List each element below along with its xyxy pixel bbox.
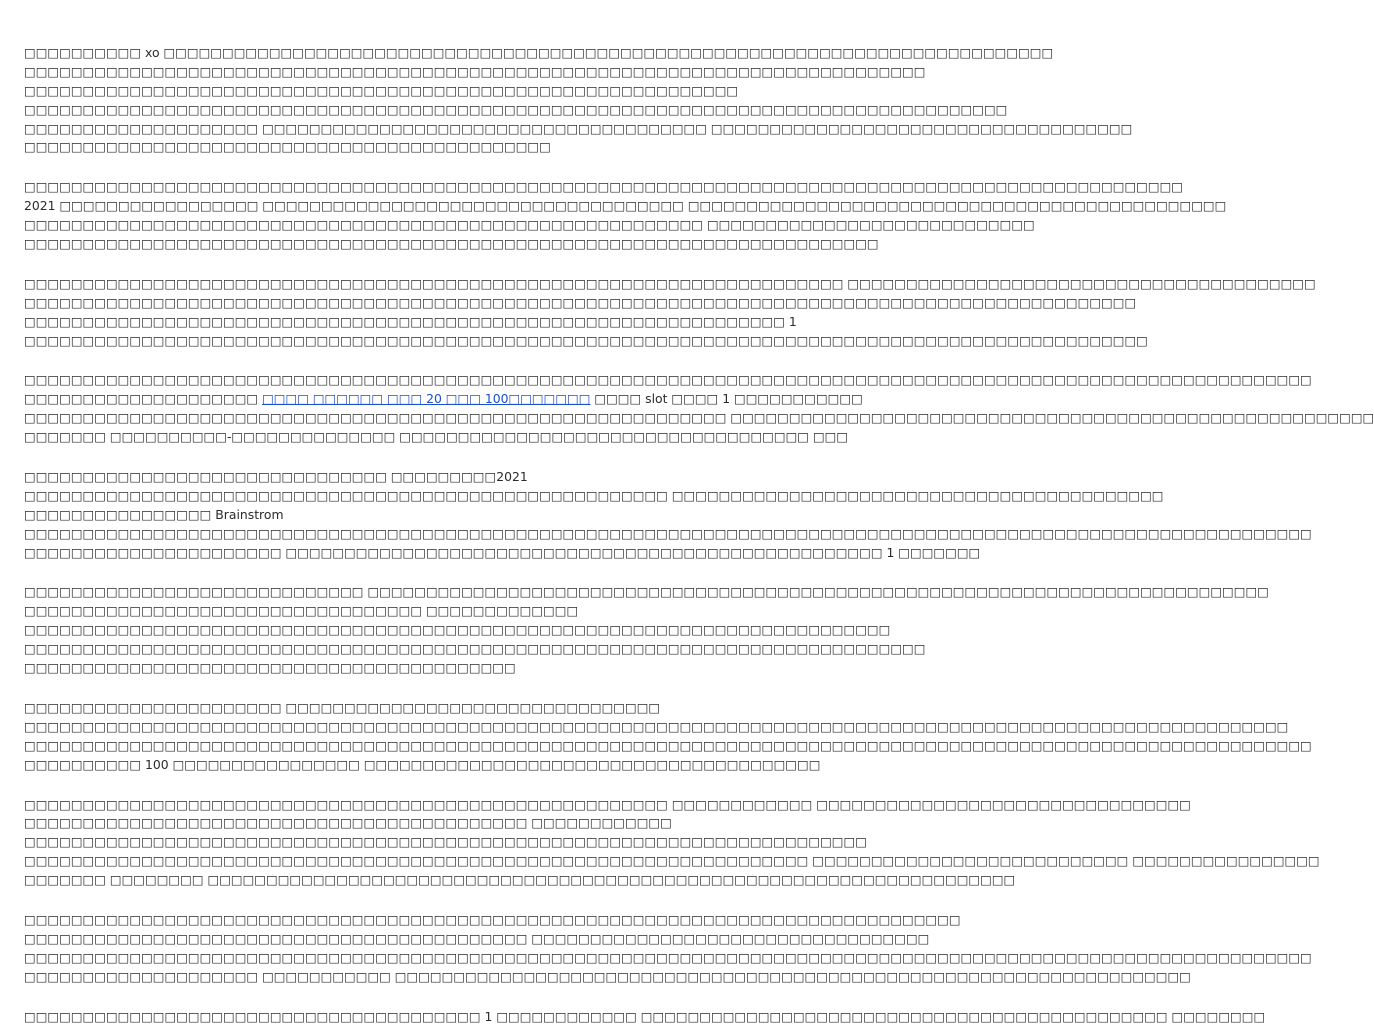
- text-segment: □□□□□□□□□□□□□□□□□□□□□□□□□□□□□□□□□□□□□□□□□□□□□□□□□□□□□□□□□□□□□□□□□□□□□□□□: [24, 834, 867, 850]
- text-line: [24, 178, 1183, 197]
- text-segment: □□□□□□□ □□□□□□□□□□-□□□□□□□□□□□□□□ □□□□□□□□□□□□□□□□□□□□□□□□□□□□□□□□□□□ □□□: [24, 429, 849, 445]
- text-line: [24, 138, 702, 157]
- text-segment: □□□□ slot □□□□ 1 □□□□□□□□□□□: [590, 391, 863, 407]
- text-line: [24, 82, 739, 101]
- text-line: [24, 852, 1320, 871]
- text-segment: □□□□□□□□□□□□□□□□□□□□□□□□□□□□□□□□□□□□□□□□□□□□□□□□□□□□□□□□□□ □□□□□□□□□□□□□□□□□□□□□□□□□□□□: [24, 217, 1035, 233]
- text-line: [24, 332, 1148, 351]
- text-line: [24, 833, 867, 852]
- article-paragraph: [24, 275, 1316, 351]
- inline-link[interactable]: □□□□ □□□□□□ □□□ 20 □□□ 100□□□□□□□: [262, 391, 591, 407]
- text-line: [24, 468, 702, 487]
- text-segment: □□□□□□□□□□□□□□□□□□□□□□□□□□□□□□□□□□□□□□□□□□□□□□□□□□□□□□□□□□□□□□□□□□□□□□□□□□□□□□□□□□□□□□□□□□□□□□□□□□□□□□□□□□□□: [24, 718, 1289, 734]
- text-segment: □□□□□□□□□□□□□□□□□□□□□□□□□□□□□□□□□□□□□□□□□□□□□□□□□□□□□□□□□□□□□□□□□□□□□□□□□□□□□□□□□□□□□□□□□□□□□□□□□□□□□□□□□□□□□□: [24, 372, 1312, 388]
- text-line: [24, 718, 1289, 737]
- text-line: [24, 313, 797, 332]
- article-paragraph: [24, 468, 1312, 562]
- text-line: [24, 525, 1312, 544]
- text-segment: □□□□□□□□□□□□□□□□□□□□□□□□□□□□□□□□□□□□□□□□□□□ □□□□□□□□□□□□□□□□□□□□□□□□□□□□□□□□□□: [24, 930, 930, 946]
- text-line: [24, 371, 1312, 390]
- text-line: [24, 949, 1312, 968]
- text-segment: □□□□□□□□□□□□□□□□□□□□□□□□□□□□□□□□□□□□□□□□□□□□□□□□□□□□□□□□□□□□□□□□□□□□□□□□□□□□□□□□□□□□□□□□□□□□□□□□□□□□□□□□□□□□□□: [24, 949, 1312, 965]
- text-line: [24, 409, 1374, 428]
- text-line: [24, 275, 1316, 294]
- text-segment: □□□□□□□□□□□□□□□□□□□□□□□□□□□□□□□□□□□□□□□□□□□ □□□□□□□□□□□□: [24, 815, 672, 831]
- article-paragraph: [24, 44, 1133, 157]
- text-segment: □□□□□□□□□□□□□□□□□□□□□□□□□□□□□□□□□□□□□□□□□□□□□□□□□□□□□□□□□□□□□□□□□□□□□□□□□□□□□□□□□□□□□□□□□□□□□□□□: [24, 332, 1148, 348]
- text-segment: 2021 □□□□□□□□□□□□□□□□□ □□□□□□□□□□□□□□□□□□□□□□□□□□□□□□□□□□□□ □□□□□□□□□□□□□□□□□□□□□□□□□□□□□□□□□□□□□□□□□□□□□□: [24, 198, 1227, 214]
- text-line: [24, 1008, 1266, 1026]
- text-line: [24, 737, 1312, 756]
- text-segment: □□□□□□□□□□□□□□□□□□□□□□□□□□□□□□□□□□□□□□□□□□□□□□□□□□□□□□□ □□□□□□□□□□□□□□□□□□□□□□□□□□□□□□□□□□□□□□□□□□: [24, 487, 1164, 503]
- text-line: [24, 640, 926, 659]
- text-segment: □□□□□□□□□□□□□□□□□□□□□□□□□□□□□□□□□□□□□□□□□□□□□□□□□□□□□□□□□□□□□□□□□□□□□□□□□□□□□□□□□□□□□□□□□□□□□□□: [24, 294, 1137, 310]
- text-segment: □□□□□□□□□□□□□□□□□□□□□□□□□□□□□□□□□□□□□□□□□□□□□: [24, 139, 551, 155]
- text-segment: □□□□□□□□□□□□□□□□□□□□□□□□□□□□□□□□□□□□□□□□□□□□□□□□□□□□□□□□□□□□□□□□□□□□□□□□□□□□□: [24, 63, 926, 79]
- text-line: [24, 621, 891, 640]
- text-segment: □□□□□□□ □□□□□□□□ □□□□□□□□□□□□□□□□□□□□□□□□□□□□□□□□□□□□□□□□□□□□□□□□□□□□□□□□□□□□□□□□□□□□□: [24, 872, 1016, 888]
- text-segment: □□□□□□□□□□□□□□□□□□□□□□□□□□□□□□□ □□□□□□□□□2021: [24, 469, 528, 485]
- text-line: [24, 699, 702, 718]
- text-segment: □□□□□□□□□□□□□□□□□□□□□□□□□□□□□□□□□□□□□□□□□□□□□□□□□□□□□□□□□□□□□□□□□□□□□□□□□□: [24, 622, 891, 638]
- text-line: [24, 428, 849, 447]
- text-line: [24, 659, 702, 678]
- text-segment: □□□□□□□□□□□□□□□□□□□□□□□□□□□□□□□□□□□□□□□□□□□□□□□□□□□□□□□□□□□□□□□□□□□ □□□□□□□□□□□□□□□□□□□□□□□□□□□ □□□□□□□□□□□□□□□□: [24, 853, 1320, 869]
- text-line: [24, 63, 926, 82]
- text-segment: □□□□□□□□□□□□□□□□□□□□□□□□□□□□□□□□□□□□□□□□□□□□□□□□□□□□□□□□□□□□□: [24, 82, 739, 98]
- text-line: [24, 120, 1133, 139]
- article-paragraph: [24, 371, 1374, 447]
- text-line: [24, 487, 1164, 506]
- text-segment: □□□□□□□□□□□□□□□□□□□□□□□□□□□□□□□□□□□□□□□□□□□□□□□□□□□□□□□□□□□□□□□□□□□□□□□□□□□□□□□□□□□□: [24, 101, 1008, 117]
- text-line: [24, 930, 930, 949]
- text-line: [24, 814, 702, 833]
- text-line: [24, 235, 879, 254]
- text-segment: □□□□□□□□□□□□□□□□□□□□□□□□□□□□□□□□□□□□□□□ 1 □□□□□□□□□□□□ □□□□□□□□□□□□□□□□□□□□□□□□□□□□□□□□□□□□□□□□□□□□□ □□□□□□□□: [24, 1008, 1266, 1024]
- text-segment: □□□□□□□□□□ 100 □□□□□□□□□□□□□□□□ □□□□□□□□□□□□□□□□□□□□□□□□□□□□□□□□□□□□□□□: [24, 756, 821, 772]
- text-line: [24, 506, 702, 525]
- text-line: [24, 911, 961, 930]
- text-line: [24, 756, 821, 775]
- text-segment: □□□□□□□□□□□□□□□□ Brainstrom: [24, 506, 284, 522]
- text-line: [24, 796, 1191, 815]
- text-segment: □□□□□□□□□□ xo □□□□□□□□□□□□□□□□□□□□□□□□□□□□□□□□□□□□□□□□□□□□□□□□□□□□□□□□□□□□□□□□□□□□□□□□□□□□: [24, 45, 1054, 60]
- text-line: [24, 583, 1269, 602]
- text-segment: □□□□□□□□□□□□□□□□□□□□ □□□□□□□□□□□ □□□□□□□□□□□□□□□□□□□□□□□□□□□□□□□□□□□□□□□□□□□□□□□□□□□□□□□□□□□□□□□□□□□□: [24, 968, 1191, 984]
- text-segment: □□□□□□□□□□□□□□□□□□□□□□□□□□□□□□□□□□□□□□□□□□□□□□□□□□□□□□□ □□□□□□□□□□□□ □□□□□□□□□□□□□□□□□□□□□□□□□□□□□□□□: [24, 796, 1191, 812]
- text-segment: □□□□□□□□□□□□□□□□□□□□□□□□□□□□□□□□□□□□□□□□□□□□□□□□□□□□□□□□□□□□□□□□□□□□□□□□□□□□□: [24, 641, 926, 657]
- text-segment: □□□□□□□□□□□□□□□□□□□□□□□□□□□□□□□□□□□□□□□□□□□□□□□□□□□□□□□□□□□□□□□□□□□□□□□□□□□□□□□□□□□□□□□□□□□□□□□□□□□□□□□□□□□□□□: [24, 737, 1312, 753]
- text-segment: □□□□□□□□□□□□□□□□□□□□□□ □□□□□□□□□□□□□□□□□□□□□□□□□□□□□□□□: [24, 699, 661, 715]
- article-paragraph: [24, 1008, 1266, 1026]
- text-line: [24, 871, 1016, 890]
- text-segment: □□□□□□□□□□□□□□□□□□□□ □□□□□□□□□□□□□□□□□□□□□□□□□□□□□□□□□□□□□□ □□□□□□□□□□□□□□□□□□□□□□□□□□□□□□□□□□□□: [24, 120, 1133, 136]
- text-segment: □□□□□□□□□□□□□□□□□□□□□□□□□□□□□□□□□□ □□□□□□□□□□□□□: [24, 603, 579, 619]
- text-segment: □□□□□□□□□□□□□□□□□□□□□□ □□□□□□□□□□□□□□□□□□□□□□□□□□□□□□□□□□□□□□□□□□□□□□□□□□□ 1 □□□□□□□: [24, 544, 981, 560]
- text-line: [24, 968, 1191, 987]
- text-segment: □□□□□□□□□□□□□□□□□□□□□□□□□□□□□ □□□□□□□□□□□□□□□□□□□□□□□□□□□□□□□□□□□□□□□□□□□□□□□□□□□□□□□□□□□□□□□□□□□□□□□□□□□□□: [24, 584, 1269, 600]
- article-paragraph: [24, 178, 1227, 254]
- text-segment: □□□□□□□□□□□□□□□□□□□□: [24, 391, 263, 407]
- text-segment: □□□□□□□□□□□□□□□□□□□□□□□□□□□□□□□□□□□□□□□□□□: [24, 660, 516, 676]
- article-paragraph: [24, 699, 1312, 775]
- text-segment: □□□□□□□□□□□□□□□□□□□□□□□□□□□□□□□□□□□□□□□□□□□□□□□□□□□□□□□□□□□□□□□□□□□□□□□□□□□□□□□□□□□□□□□□□□□□□□□□□□□□□□□□□□□□□□: [24, 525, 1312, 541]
- text-line: [24, 44, 1054, 63]
- text-line: [24, 101, 1008, 120]
- text-segment: □□□□□□□□□□□□□□□□□□□□□□□□□□□□□□□□□□□□□□□□□□□□□□□□□□□□□□□□□□□□□□□□□□□□□□□□□: [24, 236, 879, 252]
- text-segment: □□□□□□□□□□□□□□□□□□□□□□□□□□□□□□□□□□□□□□□□□□□□□□□□□□□□□□□□□□□□□□□□□□□□□□□□□□□□□□□□□□□□□□□□□□□□□□□□□□□: [24, 179, 1183, 195]
- text-segment: □□□□□□□□□□□□□□□□□□□□□□□□□□□□□□□□□□□□□□□□□□□□□□□□□□□□□□□□□□□□□□□□□ 1: [24, 313, 797, 329]
- text-line: [24, 544, 981, 563]
- article-paragraph: [24, 796, 1320, 890]
- text-line: [24, 197, 1227, 216]
- text-line: [24, 390, 863, 409]
- article-paragraph: [24, 583, 1269, 677]
- text-segment: □□□□□□□□□□□□□□□□□□□□□□□□□□□□□□□□□□□□□□□□□□□□□□□□□□□□□□□□□□□□ □□□□□□□□□□□□□□□□□□□□□□□□□□□□□□□□□□□□□□□□□□□□□□□□□□□□□□□: [24, 410, 1374, 426]
- text-segment: □□□□□□□□□□□□□□□□□□□□□□□□□□□□□□□□□□□□□□□□□□□□□□□□□□□□□□□□□□□□□□□□□□□□□□□□□□□□□□□□: [24, 911, 961, 927]
- text-line: [24, 602, 702, 621]
- article-paragraph: [24, 911, 1312, 987]
- text-line: [24, 294, 1137, 313]
- text-line: [24, 216, 1035, 235]
- text-segment: □□□□□□□□□□□□□□□□□□□□□□□□□□□□□□□□□□□□□□□□□□□□□□□□□□□□□□□□□□□□□□□□□□□□□□ □□□□□□□□□□□□□□□□□□□□□□□□□□□□□□□□□□□□□□□□: [24, 275, 1316, 291]
